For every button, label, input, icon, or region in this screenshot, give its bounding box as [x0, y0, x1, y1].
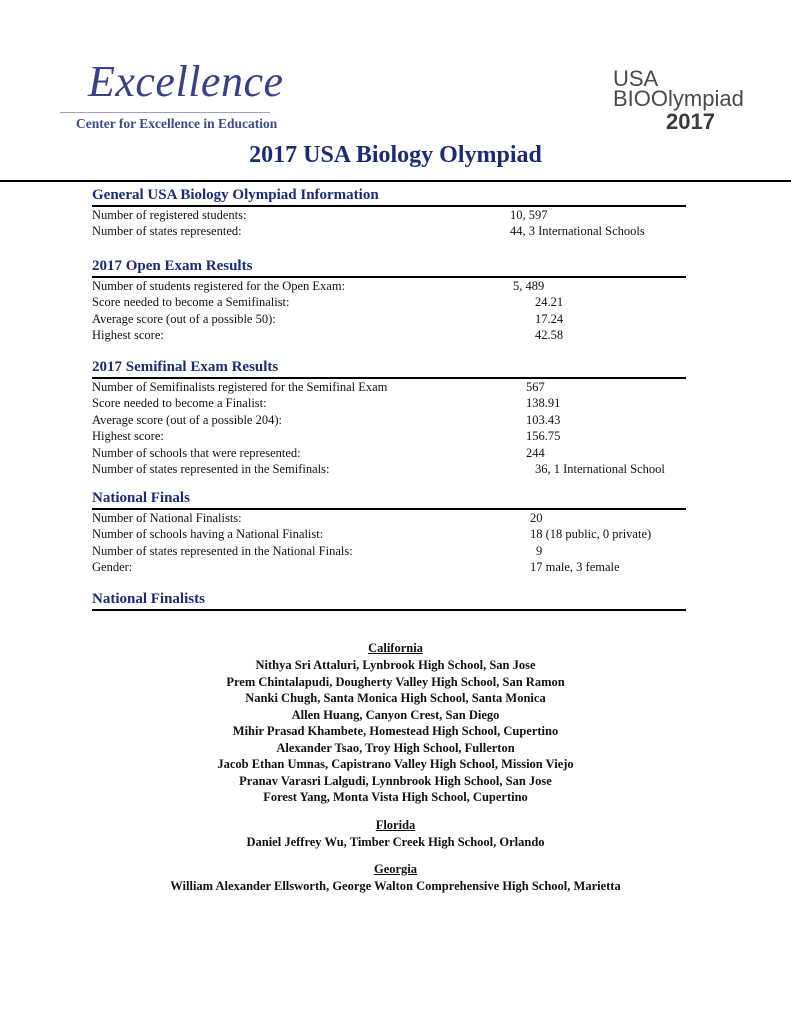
section-heading: General USA Biology Olympiad Information — [92, 187, 379, 203]
finalist-entry: Mihir Prasad Khambete, Homestead High School, Cupertino — [232, 724, 559, 738]
stat-value: 103.43 — [526, 412, 561, 427]
stat-label: Score needed to become a Semifinalist: — [92, 295, 290, 309]
logo-tagline: Center for Excellence in Education — [76, 116, 278, 131]
finalists-heading-section — [92, 590, 686, 611]
stat-label: Number of states represented: — [92, 224, 242, 238]
stat-label: Number of Semifinalists registered for the Semifinal Exam — [92, 379, 388, 394]
stat-label: Number of National Finalists: — [92, 510, 242, 525]
stat-value: 10, 597 — [510, 207, 548, 222]
stat-value: 42.58 — [535, 328, 564, 342]
finalist-entry: Prem Chintalapudi, Dougherty Valley High School, San Ramon — [226, 674, 565, 689]
stat-value: 36, 1 International School — [535, 462, 665, 476]
stat-value: 244 — [526, 445, 545, 460]
stat-row — [92, 294, 686, 311]
general-info-section — [92, 186, 686, 240]
stat-row — [92, 445, 686, 462]
section-heading: National Finals — [92, 490, 190, 506]
stat-value: 5, 489 — [513, 278, 545, 293]
state-heading: Florida — [375, 817, 416, 832]
stat-row — [92, 327, 686, 344]
national-finals-section — [92, 489, 686, 576]
stat-row — [92, 379, 686, 396]
finalist-entry: Jacob Ethan Umnas, Capistrano Valley High School, Mission Viejo — [217, 757, 574, 771]
stat-value: 20 — [530, 510, 543, 525]
stat-value: 17.24 — [535, 311, 564, 326]
stat-value: 567 — [526, 379, 545, 394]
stat-value: 44, 3 International Schools — [510, 224, 645, 238]
stat-value: 24.21 — [535, 295, 564, 309]
stat-row — [92, 428, 686, 445]
stat-label: Gender: — [92, 560, 133, 574]
finalist-entry: Daniel Jeffrey Wu, Timber Creek High School, Orlando — [246, 834, 545, 849]
stat-row — [92, 207, 686, 224]
finalist-entry: Nithya Sri Attaluri, Lynbrook High School, San Jose — [255, 658, 536, 672]
finalist-entry: Alexander Tsao, Troy High School, Fullerton — [276, 740, 515, 755]
stat-row — [92, 278, 686, 295]
stat-row — [92, 510, 686, 527]
cee-logo — [60, 56, 300, 136]
stat-value: 9 — [536, 543, 543, 558]
stat-value: 156.75 — [526, 429, 561, 443]
stat-label: Number of students registered for the Open Exam: — [92, 278, 346, 293]
logo-divider — [60, 112, 270, 113]
stat-label: Average score (out of a possible 50): — [92, 311, 276, 326]
section-divider — [92, 609, 686, 611]
stat-row — [92, 395, 686, 412]
usabo-logo-line2: BIOOlympiad — [613, 86, 744, 111]
finalist-entry: Pranav Varasri Lalgudi, Lynnbrook High School, San Jose — [239, 773, 552, 788]
finalists-list — [0, 640, 791, 895]
finalist-entry: Forest Yang, Monta Vista High School, Cupertino — [263, 790, 528, 804]
usabo-logo — [600, 66, 744, 138]
stat-label: Highest score: — [92, 328, 164, 342]
title-divider — [0, 180, 791, 182]
stat-row — [92, 223, 686, 240]
section-heading: National Finalists — [92, 591, 205, 607]
usabo-logo-year: 2017 — [666, 109, 715, 134]
stat-row — [92, 526, 686, 543]
finalist-entry: Allen Huang, Canyon Crest, San Diego — [291, 707, 500, 722]
stat-label: Number of states represented in the Semifinals: — [92, 462, 330, 476]
stat-row — [92, 461, 686, 478]
stat-row — [92, 412, 686, 429]
stat-label: Highest score: — [92, 429, 164, 443]
stat-row — [92, 311, 686, 328]
stat-label: Number of schools having a National Finalist: — [92, 527, 324, 541]
stat-label: Number of schools that were represented: — [92, 445, 301, 460]
stat-row — [92, 543, 686, 560]
stat-label: Score needed to become a Finalist: — [92, 396, 267, 410]
finalist-entry: Nanki Chugh, Santa Monica High School, Santa Monica — [245, 691, 546, 705]
stat-label: Number of registered students: — [92, 207, 247, 222]
semifinal-exam-section — [92, 358, 686, 478]
section-heading: 2017 Open Exam Results — [92, 258, 253, 274]
state-heading: California — [368, 641, 423, 655]
usabo-logo-line1: USA — [613, 66, 659, 91]
stat-value: 17 male, 3 female — [530, 560, 620, 574]
stat-value: 138.91 — [526, 396, 561, 410]
state-heading: Georgia — [373, 862, 418, 876]
stat-label: Average score (out of a possible 204): — [92, 412, 282, 427]
stat-row — [92, 559, 686, 576]
stat-value: 18 (18 public, 0 private) — [530, 527, 652, 541]
stat-label: Number of states represented in the National Finals: — [92, 543, 353, 558]
finalist-entry: William Alexander Ellsworth, George Walton Comprehensive High School, Marietta — [170, 879, 621, 893]
logo-script-text: Excellence — [88, 57, 284, 106]
open-exam-section — [92, 257, 686, 344]
page-title: 2017 USA Biology Olympiad — [249, 142, 542, 168]
section-heading: 2017 Semifinal Exam Results — [92, 359, 279, 375]
